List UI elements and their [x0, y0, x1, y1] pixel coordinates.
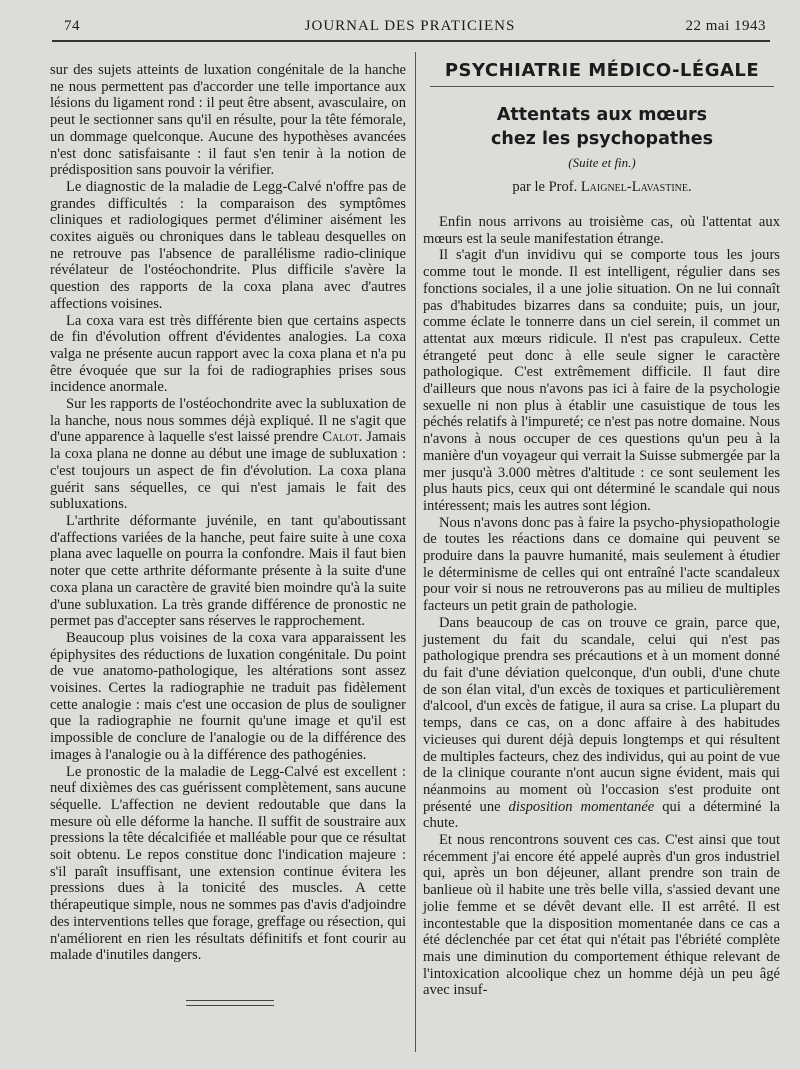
paragraph-text: Dans beaucoup de cas on trouve ce grain, parce que, justement du fait du scandale, celui qui n'est pas pathologique prendra ses précautions et à un moment donné du fait d'une déviation quelconque, d'un oubli, d'une chute de son élan vital, d'un excès de toxiques et particulièrement d'alcool, d'un excès de fatigue, il aura sa crise. La plupart du temps, dans ce cas, on a donc affaire à des habitudes vicieuses qui durent déjà depuis longtemps et qui résultent de multiples facteurs, chez des individus, qui au point de vue de la clinique courante n'ont aucun signe évident, mais qui néanmoins au moment où l'occasion s'est produite ont présenté une — [423, 614, 780, 815]
paragraph: Enfin nous arrivons au troisième cas, où l'attentat aux mœurs est la seule manifestation étrange. — [423, 214, 780, 247]
paragraph: Le pronostic de la maladie de Legg-Calvé est excellent : neuf dixièmes des cas guérissent complètement, sans aucune séquelle. L'affection ne devient redoutable que dans la mesure où elle déforme la hanche. Il suffit de soustraire aux pressions la tête décalcifiée et malléable pour que ce résultat soit obtenu. Le repos constitue donc l'indication majeure : s'il paraît insuffisant, une extension continue évitera les pressions dues à la tonicité des muscles. A cette thérapeutique simple, nous ne sommes pas d'avis d'adjoindre des interventions telles que forage, greffage ou résection, qui n'améliorent en rien les résultats définitifs et font courir au malade d'inutiles dangers. — [50, 763, 406, 964]
section-rule — [430, 86, 774, 87]
paragraph: Beaucoup plus voisines de la coxa vara apparaissent les épiphysites des réductions de luxation congénitale. Du point de vue anatomo-pathologique, les altérations sont assez voisines. Certes la radiographie ne traduit pas fidèlement cette analogie : mais c'est une occasion de plus de souligner que la radiographie ne fournit qu'une image et qu'il est impossible de conclure de l'analogie ou de la différence des images à l'analogie ou à la différence des pathogénies. — [50, 629, 406, 763]
article-subtitle: (Suite et fin.) — [568, 155, 636, 170]
page-header — [52, 16, 768, 38]
journal-title: JOURNAL DES PRATICIENS — [304, 18, 516, 34]
article-title-line: Attentats aux mœurs — [496, 105, 708, 125]
right-column — [423, 214, 780, 999]
author-name: Laignel-Lavastine. — [580, 179, 692, 195]
paragraph: La coxa vara est très différente bien que certains aspects de fin d'évolution offrent d'évidentes analogies. La coxa valga ne présente aucun rapport avec la coxa plana et n'a pu être évoquée que sur la foi de radiographies prises sous incidence anormale. — [50, 312, 406, 396]
author-name-calot: Calot — [322, 429, 359, 446]
paragraph — [50, 396, 406, 513]
paragraph: Nous n'avons donc pas à faire la psycho-physiopathologie de toutes les réactions dans ce domaine qui peuvent se produire dans la pauvre humanité, mais seulement à étudier le déterminisme de celles qui ont entraîné l'acte scandaleux pour voir si nous ne retrouverons pas au milieu de multiples facteurs un petit grain de pathologie. — [423, 514, 780, 615]
byline — [424, 179, 780, 196]
paragraph-text: . Jamais la coxa plana ne donne au début une image de subluxation : c'est toujours un aspect de fin d'évolution. La coxa plana guérit sans séquelles, ce qui n'est jamais le fait des subluxations. — [50, 429, 406, 513]
page-number: 74 — [64, 18, 80, 34]
article-title — [424, 103, 780, 151]
issue-date: 22 mai 1943 — [685, 18, 766, 34]
article-title-line: chez les psychopathes — [490, 129, 713, 149]
paragraph: sur des sujets atteints de luxation congénitale de la hanche ne nous permettent pas d'accorder une telle importance aux lésions du ligament rond : il peut être absent, avasculaire, on peut le sectionner sans qu'il en résulte, pour la tête fémorale, un dommage quelconque. Aucune des hypothèses avancées n'est donc satisfaisante : il faut s'en tenir à la notion de prédisposition sans pouvoir la vérifier. — [50, 62, 406, 179]
article-end-rule — [186, 1000, 274, 1006]
paragraph — [423, 615, 780, 832]
column-divider — [415, 52, 416, 1052]
paragraph: Le diagnostic de la maladie de Legg-Calvé n'offre pas de grandes difficultés : la comparaison des symptômes cliniques et radiologiques permet d'éliminer aisément les coxites aiguës ou chroniques dans le tableau desquelles on ne retrouve pas l'absence de parallélisme radio-clinique révélateur de l'ostéochondrite. Plus difficile s'avère la question des rapports de la coxa plana avec d'autres affections voisines. — [50, 178, 406, 312]
header-rule — [52, 40, 770, 42]
paragraph-text: Sur les rapports de l'ostéochondrite avec la subluxation de la hanche, nous nous sommes déjà expliqué. Il ne s'agit que d'une apparence à laquelle s'est laissé prendre — [50, 396, 406, 446]
section-title: PSYCHIATRIE MÉDICO-LÉGALE — [444, 60, 760, 81]
byline-prefix: par le Prof. — [512, 179, 581, 195]
paragraph: Il s'agit d'un invidivu qui se comporte tous les jours comme tout le monde. Il est intelligent, régulier dans ses fonctions sociales, il a une jolie situation. On ne lui connaît pas d'habitudes bizarres dans sa conduite; puis, un jour, comme éclate le tonnerre dans un ciel serein, il commet un attentat aux mœurs ridicule. Il n'est pas crapuleux. Cette étrangeté peut donc à elle seule signer le caractère pathologique. C'est extrêmement difficile. Il faut dire d'ailleurs que nous n'avons pas ici à faire de la psychologie sexuelle ni non plus à établir une casuistique de tous les péchés relatifs à l'impureté; ce n'est pas notre domaine. Nous n'avons à nous occuper de ces questions qu'un peu à la manière d'un voyageur qui verrait la Suisse submergée par la mer jusqu'à 3.000 mètres d'altitude : ce sont seulement les plus hauts pics, ceux qui ont déterminé le scandale qui nous intéressent; mais les autres sont légion. — [423, 247, 780, 514]
italic-phrase: disposition momentanée — [508, 798, 655, 815]
paragraph-text: qui a déterminé la chute. — [423, 798, 780, 832]
paragraph: L'arthrite déformante juvénile, en tant qu'aboutissant d'affections variées de la hanche, peut faire suite à une coxa plana avec laquelle on pourra la confondre. Mais il faut bien noter que cette arthrite déformante présente à la suite d'une coxa plana un caractère de gravité bien moindre qu'à la suite d'une subluxation. La très grande différence de pronostic ne permet pas d'accepter sans réserves le rapprochement. — [50, 512, 406, 630]
left-column — [50, 62, 406, 964]
paragraph: Et nous rencontrons souvent ces cas. C'est ainsi que tout récemment j'ai encore été appelé auprès d'un gros industriel qui, après un bon déjeuner, allant prendre son train de banlieue où il habite une très belle villa, s'assied devant une jolie femme et se dévêt devant elle. Il est arrêté. Il est incontestable que la disposition momentanée dans ce cas a été déclenchée par cet état qui n'était pas l'ébriété complète mais une diminution du comportement éthique relevant de l'intoxication alcoolique chez un homme déjà un peu âgé avec insuf- — [423, 832, 780, 999]
